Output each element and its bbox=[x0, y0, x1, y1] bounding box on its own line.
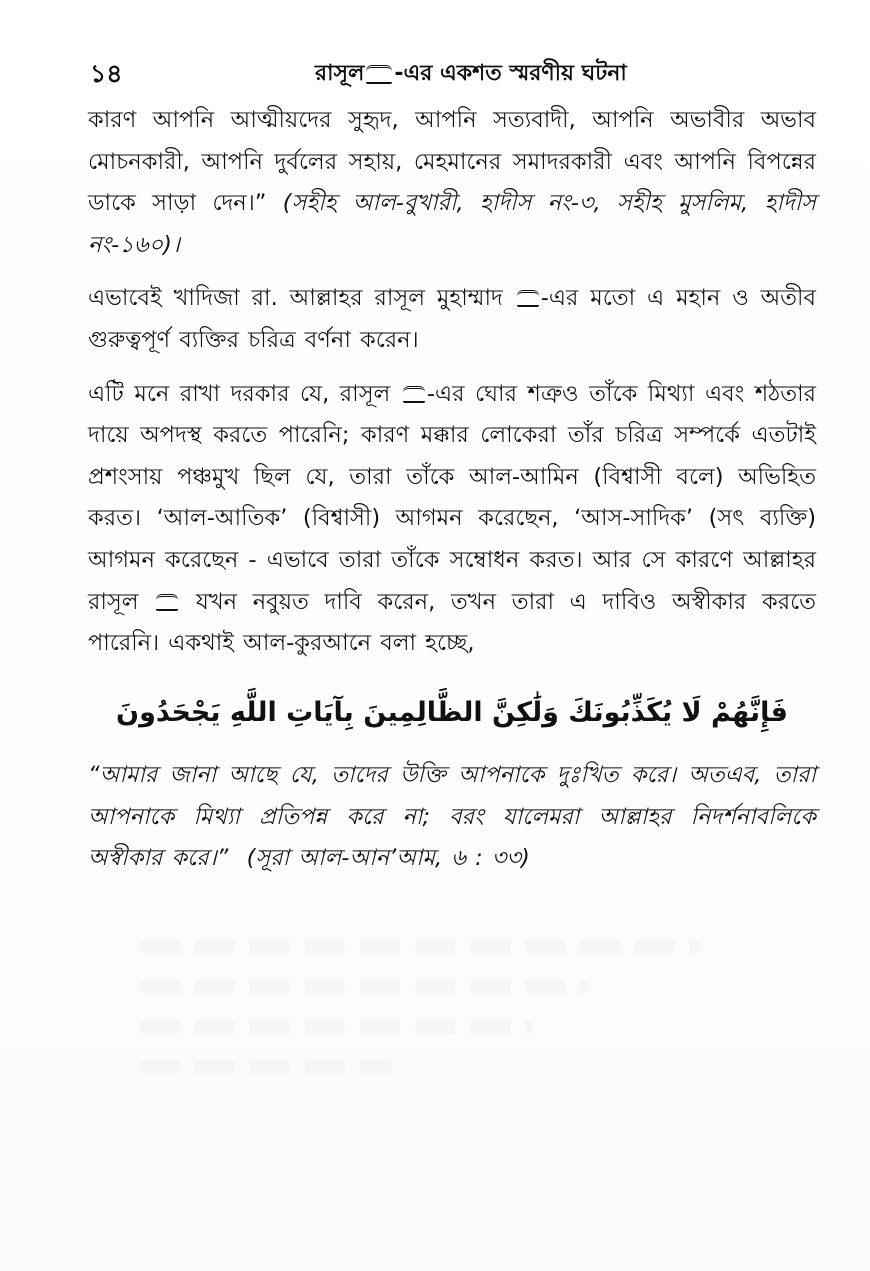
verse-translation-text: “আমার জানা আছে যে, তাদের উক্তি আপনাকে দুঃখিত করে। অতএব, তারা আপনাকে মিথ্যা প্রতিপন্ন করে না; বরং যালেমরা আল্লাহর নিদর্শনাবলিকে অস্বীকার করে।” bbox=[88, 762, 816, 872]
page-number: ১৪ bbox=[90, 59, 123, 88]
show-through-line bbox=[140, 980, 588, 994]
paragraph-3-part3: যখন নবুয়ত দাবি করেন, তখন তারা এ দাবিও অস্বীকার করতে পারেনি। একথাই আল-কুরআনে বলা হচ্ছে, bbox=[88, 588, 816, 657]
show-through-line bbox=[140, 940, 700, 954]
show-through-text bbox=[140, 940, 700, 1100]
page-body bbox=[88, 100, 816, 903]
paragraph-2-part1: এভাবেই খাদিজা রা. আল্লাহর রাসূল মুহাম্মাদ bbox=[88, 285, 503, 312]
paragraph-3 bbox=[88, 374, 816, 665]
verse-translation bbox=[88, 755, 816, 880]
verse-reference: (সূরা আল-আন’আম, ৬ : ৩৩) bbox=[246, 845, 530, 872]
running-title bbox=[315, 56, 627, 93]
honorific-icon bbox=[366, 65, 392, 84]
honorific-icon bbox=[517, 290, 539, 307]
show-through-line bbox=[140, 1020, 532, 1034]
running-title-part1: রাসূল bbox=[315, 61, 365, 86]
show-through-line bbox=[140, 1060, 392, 1074]
honorific-icon bbox=[156, 594, 178, 611]
page-header bbox=[90, 50, 790, 90]
paragraph-3-part2: -এর ঘোর শত্রুও তাঁকে মিথ্যা এবং শঠতার দায়ে অপদস্থ করতে পারেনি; কারণ মক্কার লোকেরা তাঁর চরিত্র সম্পর্কে এতটাই প্রশংসায় পঞ্চমুখ ছিল যে, তারা তাঁকে আল-আমিন (বিশ্বাসী বলে) অভিহিত করত। ‘আল-আতিক’ (বিশ্বাসী) আগমন করেছেন, ‘আস-সাদিক’ (সৎ ব্যক্তি) আগমন করেছেন - এভাবে তারা তাঁকে সম্বোধন করত। আর সে কারণে আল্লাহর রাসূল bbox=[88, 380, 816, 615]
quran-verse-arabic: فَإِنَّهُمْ لَا يُكَذِّبُونَكَ وَلَٰكِنَّ الظَّالِمِينَ بِآيَاتِ اللَّهِ يَجْحَدُونَ bbox=[116, 696, 788, 728]
paragraph-3-part1: এটি মনে রাখা দরকার যে, রাসূল bbox=[88, 380, 391, 407]
running-title-part2: -এর একশত স্মরণীয় ঘটনা bbox=[394, 61, 627, 86]
paragraph-1-text: কারণ আপনি আত্মীয়দের সুহৃদ, আপনি সত্যবাদী, আপনি অভাবীর অভাব মোচনকারী, আপনি দুর্বলের সহায়, মেহমানের সমাদরকারী এবং আপনি বিপন্নের ডাকে সাড়া দেন।” bbox=[88, 107, 816, 217]
honorific-icon bbox=[403, 386, 425, 403]
paragraph-2-part2: -এর মতো এ মহান ও অতীব গুরুত্বপূর্ণ ব্যক্তির চরিত্র বর্ণনা করেন। bbox=[88, 285, 817, 353]
hadith-citation: (সহীহ আল-বুখারী, হাদীস নং-৩, সহীহ মুসলিম, হাদীস নং-১৬০)। bbox=[88, 190, 816, 258]
paragraph-1 bbox=[88, 100, 816, 266]
paragraph-2 bbox=[88, 278, 816, 361]
